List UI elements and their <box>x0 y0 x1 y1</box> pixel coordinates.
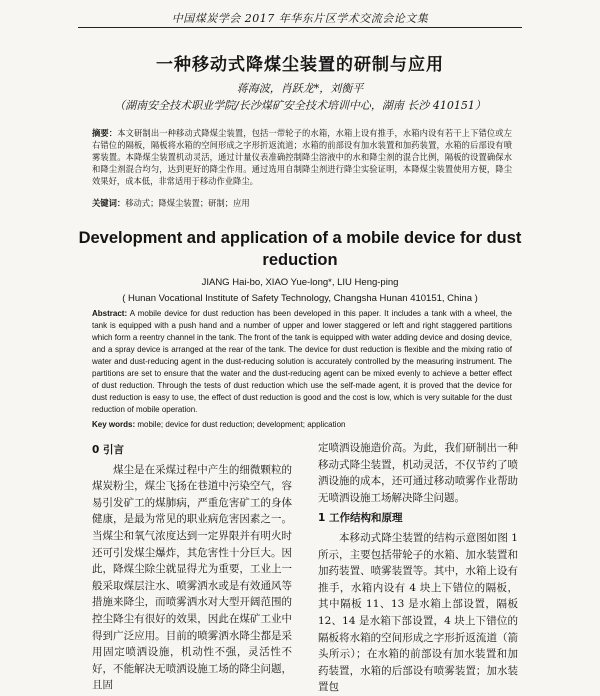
intro-continuation: 定喷洒设施造价高。为此，我们研制出一种移动式降尘装置，机动灵活，不仅节约了喷洒设施的成本，还可通过移动喷雾作业帮助无喷洒设施工场解决降尘问题。 <box>318 442 518 504</box>
header-rule <box>78 27 522 28</box>
body-left-column <box>92 440 292 694</box>
chinese-abstract <box>92 127 512 187</box>
section1-paragraph: 本移动式降尘装置的结构示意图如图 1 所示，主要包括带轮子的水箱、加水装置和加药装置、喷雾装置等。其中，水箱上设有推手，水箱内设有 4 块上下错位的隔板，其中隔板 11、13 是水箱上部设置，隔板 12、14 是水箱下部设置，4 块上下错位的隔板将水箱的空间形成之字形折返流道（箭头所示）；在水箱的前部设有加水装置和加药装置，水箱的后部设有喷雾装置；加水装置包 <box>318 531 518 694</box>
chinese-authors: 蒋海波，肖跃龙*，刘衡平 <box>236 82 364 95</box>
body-right-column <box>318 440 518 696</box>
english-authors: JIANG Hai-bo, XIAO Yue-long*, LIU Heng-ping <box>201 277 399 288</box>
chinese-affiliation: （湖南安全技术职业学院/长沙煤矿安全技术培训中心，湖南 长沙 410151） <box>114 99 486 112</box>
english-keywords-label: Key words: <box>92 420 136 429</box>
intro-heading: 0 引言 <box>92 444 124 456</box>
english-title: Development and application of a mobile device for dust reduction <box>78 229 522 269</box>
chinese-abstract-text: 本文研制出一种移动式降煤尘装置，包括一带轮子的水箱，水箱上设有推手，水箱内设有若干上下错位或左右错位的隔板，隔板将水箱的空间形成之字形折返流道；水箱的前部设有加水装置和加药装置，水箱的后部设有喷雾装置。本降煤尘装置机动灵活，通过计量仪表准确控制降尘溶液中的水和降尘剂的混合比例，隔板的设置确保水和降尘剂混合均匀，达到更好的降尘作用。通过选用自制降尘剂进行降尘实验证明，本降煤尘装置使用方便，降尘效果好，成本低，非常适用于移动作业降尘。 <box>92 128 512 186</box>
english-keywords <box>92 420 512 429</box>
intro-paragraph: 煤尘是在采煤过程中产生的细微颗粒的煤炭粉尘，煤尘飞扬在巷道中污染空气，容易引发矿工的煤肺病，严重危害矿工的身体健康，是最为常见的职业病危害因素之一。当煤尘和氧气浓度达到一定界限并有明火时还可引发煤尘爆炸，其危害性十分巨大。因此，降煤尘除尘就显得尤为重要，工业上一般采取煤层注水、喷雾洒水或是有效通风等措施来降尘，而喷雾洒水对大型开阔范围的控尘降尘有很好的效果，因此在煤矿工业中得到广泛应用。目前的喷雾洒水降尘都是采用固定喷洒设施，机动性不强，灵活性不好，不能解决无喷洒设施工场的降尘问题，且固 <box>92 463 292 692</box>
chinese-keywords-label: 关键词： <box>92 198 126 208</box>
chinese-keywords-text: 移动式；降煤尘装置；研制；应用 <box>125 198 250 208</box>
chinese-keywords <box>92 197 512 209</box>
english-abstract-text: A mobile device for dust reduction has been developed in this paper. It includes a tank with a wheel, the tank is equipped with a push hand and a number of upper and lower staggered or left and right staggered partitions which form a reentry channel in the tank. The front of the tank is equipped with water adding device and dosing device, and a spray device is arranged at the rear of the tank. The device for dust reduction is flexible and the mixing ratio of water and dust-reducing agent in the dust-reducing solution is accurately controlled by the measuring instrument. The partitions are set to ensure that the water and the dust-reducing agent can be mixed evenly to achieve a better effect of dust reduction. Through the tests of dust reduction which use the self-made agent, it is proved that the device for dust reduction is easy to use, the effect of dust reduction is good and the cost is low, which is very suitable for the dust reduction of mobile operation. <box>92 309 512 414</box>
chinese-abstract-label: 摘要： <box>92 128 118 138</box>
english-abstract <box>92 308 512 416</box>
section1-heading: 1 工作结构和原理 <box>318 512 403 525</box>
english-affiliation: ( Hunan Vocational Institute of Safety Technology, Changsha Hunan 410151, China ) <box>122 293 478 304</box>
chinese-title: 一种移动式降煤尘装置的研制与应用 <box>156 55 444 75</box>
english-abstract-label: Abstract: <box>92 309 128 318</box>
running-head: 中国煤炭学会 2017 年华东片区学术交流会论文集 <box>171 12 429 25</box>
english-keywords-text: mobile; device for dust reduction; development; application <box>137 420 346 429</box>
